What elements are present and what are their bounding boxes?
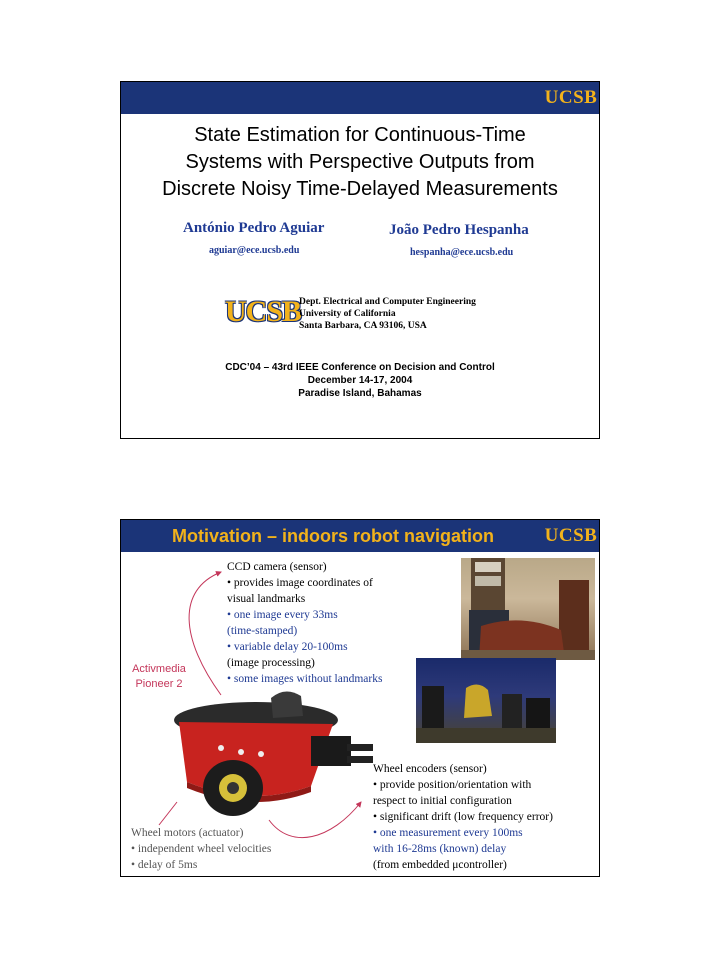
lab-photo <box>416 658 556 743</box>
affiliation-line: University of California <box>299 309 396 319</box>
camera-heading: CCD camera (sensor) <box>227 561 327 573</box>
conference-line: CDC’04 – 43rd IEEE Conference on Decision and Control <box>225 362 495 373</box>
camera-bullet-cont: (image processing) <box>227 657 315 669</box>
office-photo-image <box>461 558 595 660</box>
pioneer-robot-image <box>161 690 376 825</box>
encoders-line: • significant drift (low frequency error) <box>373 811 553 823</box>
camera-bullet-cont: visual landmarks <box>227 593 306 605</box>
motivation-slide <box>120 519 600 877</box>
ucsb-logo: UCSB <box>543 82 599 114</box>
title-slide <box>120 81 600 439</box>
encoders-line: respect to initial configuration <box>373 795 512 807</box>
conference-info <box>121 361 599 400</box>
camera-arrow <box>189 572 221 695</box>
robot-label-line: Pioneer 2 <box>135 678 183 690</box>
conference-line: Paradise Island, Bahamas <box>298 388 422 399</box>
slide-title: Motivation – indoors robot navigation <box>172 526 494 546</box>
presentation-title <box>121 122 599 203</box>
title-line: Systems with Perspective Outputs from <box>185 151 535 173</box>
author-aguiar-name: António Pedro Aguiar <box>183 220 325 236</box>
encoders-heading: Wheel encoders (sensor) <box>373 763 487 775</box>
affiliation-line: Santa Barbara, CA 93106, USA <box>299 321 427 331</box>
affiliation-line: Dept. Electrical and Computer Engineering <box>299 297 476 307</box>
encoders-line: • one measurement every 100ms <box>373 827 523 839</box>
header-bar <box>121 82 599 114</box>
camera-bullet: • one image every 33ms <box>227 609 338 621</box>
conference-line: December 14-17, 2004 <box>307 375 413 386</box>
camera-bullet-cont: (time-stamped) <box>227 625 298 637</box>
author-aguiar-email[interactable]: aguiar@ece.ucsb.edu <box>209 245 300 256</box>
camera-bullet: • variable delay 20-100ms <box>227 641 348 653</box>
motors-line: • independent wheel velocities <box>131 843 272 855</box>
encoders-line: with 16-28ms (known) delay <box>373 843 507 855</box>
encoders-line: • provide position/orientation with <box>373 779 532 791</box>
motors-line: • delay of 5ms <box>131 859 198 871</box>
affiliation <box>299 296 476 332</box>
office-photo <box>461 558 595 660</box>
camera-bullet: • some images without landmarks <box>227 673 383 685</box>
ucsb-logo: UCSB <box>543 520 599 552</box>
motors-heading: Wheel motors (actuator) <box>131 827 244 839</box>
ucsb-affiliation-logo: UCSB <box>225 295 302 328</box>
robot-label <box>131 662 187 692</box>
author-hespanha-email[interactable]: hespanha@ece.ucsb.edu <box>410 247 514 258</box>
title-line: State Estimation for Continuous-Time <box>194 124 526 146</box>
encoders-line: (from embedded μcontroller) <box>373 859 507 871</box>
lab-photo-image <box>416 658 556 743</box>
robot-label-line: Activmedia <box>132 663 186 675</box>
camera-bullet: • provides image coordinates of <box>227 577 373 589</box>
author-hespanha-name: João Pedro Hespanha <box>389 222 529 238</box>
title-line: Discrete Noisy Time-Delayed Measurements <box>162 178 558 200</box>
